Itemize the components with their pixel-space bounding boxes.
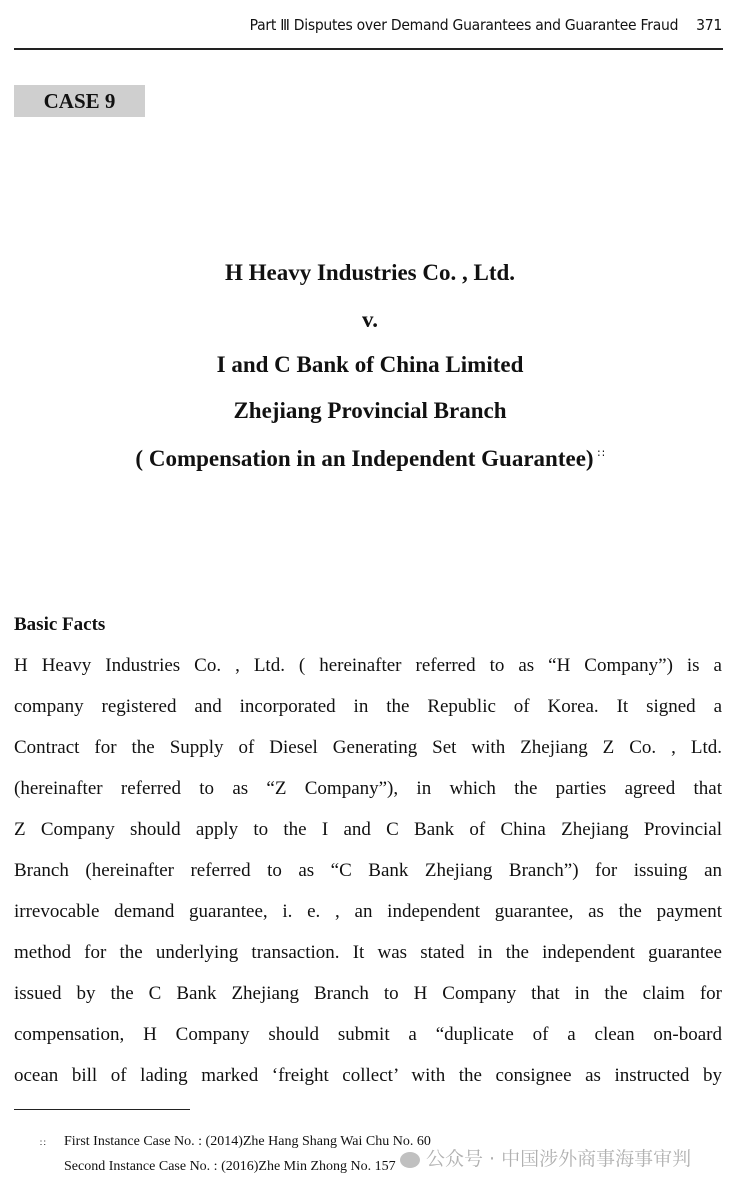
body-line: Z Company should apply to the I and C Bank of China Zhejiang Provincial xyxy=(14,819,722,840)
page-number: 371 xyxy=(696,16,722,34)
wechat-icon xyxy=(400,1152,420,1168)
footnote-line-1: First Instance Case No. : (2014)Zhe Hang Shang Wai Chu No. 60 xyxy=(64,1134,431,1149)
running-header xyxy=(234,16,722,34)
title-line-4: Zhejiang Provincial Branch xyxy=(233,398,507,423)
watermark-text: 公众号 · 中国涉外商事海事审判 xyxy=(426,1148,692,1170)
running-title: Part Ⅲ Disputes over Demand Guarantees and Guarantee Fraud xyxy=(249,16,679,34)
body-line: Contract for the Supply of Diesel Generating Set with Zhejiang Z Co. , Ltd. xyxy=(14,737,722,758)
watermark xyxy=(400,1144,691,1171)
title-subtitle: ( Compensation in an Independent Guarantee) xyxy=(135,446,594,471)
title-line-1: H Heavy Industries Co. , Ltd. xyxy=(224,260,516,285)
body-line: compensation, H Company should submit a “duplicate of a clean on-board xyxy=(14,1024,722,1045)
body-line: Branch (hereinafter referred to as “C Bank Zhejiang Branch”) for issuing an xyxy=(14,860,722,881)
body-line: irrevocable demand guarantee, i. e. , an independent guarantee, as the payment xyxy=(14,901,722,922)
footnote-mark: ∷ xyxy=(597,448,605,461)
body-line: method for the underlying transaction. It was stated in the independent guarantee xyxy=(14,942,722,963)
footnote-line-2: Second Instance Case No. : (2016)Zhe Min Zhong No. 157 xyxy=(64,1159,396,1174)
header-rule xyxy=(14,48,723,50)
body-line: ocean bill of lading marked ‘freight collect’ with the consignee as instructed by xyxy=(14,1065,722,1086)
case-label: CASE 9 xyxy=(14,85,145,117)
title-line-5 xyxy=(0,446,740,472)
section-heading: Basic Facts xyxy=(14,614,106,635)
footnote-marker: ∷ xyxy=(40,1138,46,1148)
title-line-2: v. xyxy=(362,307,378,332)
body-line: issued by the C Bank Zhejiang Branch to H Company that in the claim for xyxy=(14,983,722,1004)
title-line-3: I and C Bank of China Limited xyxy=(216,352,524,377)
footnote-rule xyxy=(14,1109,190,1110)
body-line: (hereinafter referred to as “Z Company”), in which the parties agreed that xyxy=(14,778,722,799)
body-line: H Heavy Industries Co. , Ltd. ( hereinafter referred to as “H Company”) is a xyxy=(14,655,722,676)
body-line: company registered and incorporated in the Republic of Korea. It signed a xyxy=(14,696,722,717)
